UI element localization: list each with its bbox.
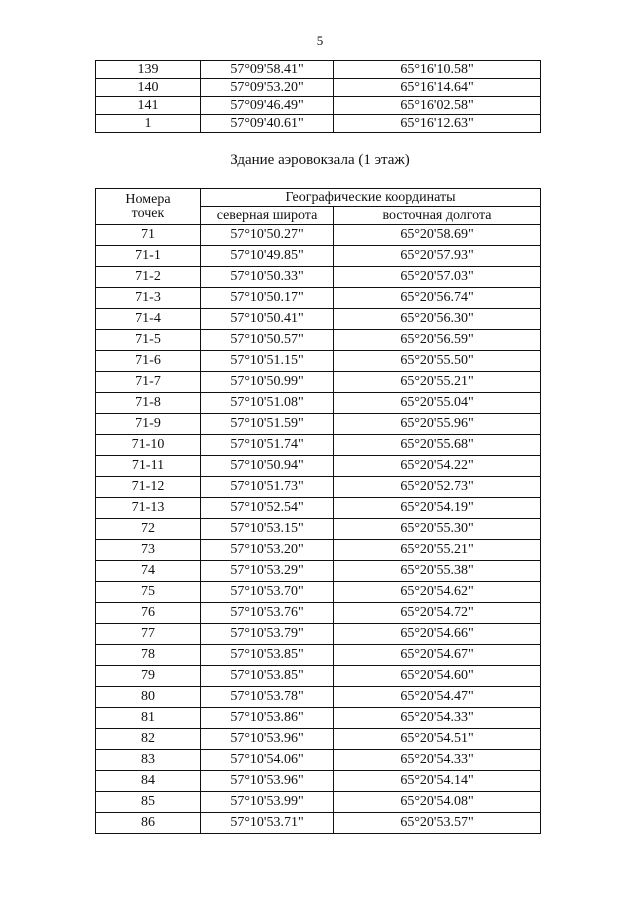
point-number-cell: 81 <box>96 708 201 729</box>
latitude-cell: 57°10'52.54" <box>201 498 334 519</box>
point-header-line2: точек <box>131 205 165 221</box>
longitude-cell: 65°20'55.30" <box>334 519 541 540</box>
latitude-cell: 57°10'53.99" <box>201 792 334 813</box>
point-number-cell: 76 <box>96 603 201 624</box>
latitude-cell: 57°10'53.96" <box>201 729 334 750</box>
latitude-cell: 57°10'53.85" <box>201 645 334 666</box>
continued-coordinates-table <box>95 60 541 133</box>
longitude-cell: 65°20'52.73" <box>334 477 541 498</box>
longitude-cell: 65°20'54.08" <box>334 792 541 813</box>
point-number-header <box>96 189 201 225</box>
longitude-cell: 65°20'54.22" <box>334 456 541 477</box>
longitude-cell: 65°20'54.51" <box>334 729 541 750</box>
latitude-cell: 57°10'53.85" <box>201 666 334 687</box>
latitude-cell: 57°10'53.29" <box>201 561 334 582</box>
table-row <box>96 97 541 115</box>
latitude-cell: 57°10'51.15" <box>201 351 334 372</box>
latitude-cell: 57°09'58.41" <box>201 61 334 79</box>
point-number-cell: 1 <box>96 115 201 133</box>
point-number-cell: 71-11 <box>96 456 201 477</box>
terminal-table-body <box>96 225 541 834</box>
latitude-cell: 57°10'50.99" <box>201 372 334 393</box>
point-number-cell: 71-4 <box>96 309 201 330</box>
longitude-cell: 65°20'55.50" <box>334 351 541 372</box>
point-number-cell: 71-5 <box>96 330 201 351</box>
latitude-cell: 57°10'53.15" <box>201 519 334 540</box>
point-number-cell: 77 <box>96 624 201 645</box>
latitude-cell: 57°10'53.70" <box>201 582 334 603</box>
longitude-cell: 65°20'54.14" <box>334 771 541 792</box>
point-number-cell: 71-10 <box>96 435 201 456</box>
latitude-cell: 57°10'51.59" <box>201 414 334 435</box>
point-number-cell: 78 <box>96 645 201 666</box>
longitude-cell: 65°20'56.74" <box>334 288 541 309</box>
point-number-cell: 80 <box>96 687 201 708</box>
longitude-cell: 65°16'12.63" <box>334 115 541 133</box>
point-header-line1: Номера <box>125 191 171 207</box>
table-row <box>96 79 541 97</box>
point-number-cell: 84 <box>96 771 201 792</box>
coordinates-header: Географические координаты <box>201 189 541 207</box>
latitude-cell: 57°10'50.17" <box>201 288 334 309</box>
table-row <box>96 309 541 330</box>
latitude-cell: 57°10'51.74" <box>201 435 334 456</box>
longitude-header: восточная долгота <box>334 207 541 225</box>
latitude-cell: 57°09'40.61" <box>201 115 334 133</box>
longitude-cell: 65°20'54.33" <box>334 750 541 771</box>
latitude-cell: 57°09'46.49" <box>201 97 334 115</box>
longitude-cell: 65°20'58.69" <box>334 225 541 246</box>
table-row <box>96 645 541 666</box>
table-row <box>96 792 541 813</box>
latitude-cell: 57°10'49.85" <box>201 246 334 267</box>
longitude-cell: 65°20'55.38" <box>334 561 541 582</box>
latitude-cell: 57°10'53.79" <box>201 624 334 645</box>
point-number-cell: 75 <box>96 582 201 603</box>
latitude-cell: 57°10'54.06" <box>201 750 334 771</box>
table-row <box>96 414 541 435</box>
table-row <box>96 61 541 79</box>
longitude-cell: 65°20'54.60" <box>334 666 541 687</box>
longitude-cell: 65°20'55.68" <box>334 435 541 456</box>
table-row <box>96 561 541 582</box>
latitude-cell: 57°10'50.94" <box>201 456 334 477</box>
latitude-cell: 57°10'53.78" <box>201 687 334 708</box>
point-number-cell: 71-8 <box>96 393 201 414</box>
table-row <box>96 603 541 624</box>
table-row <box>96 288 541 309</box>
latitude-cell: 57°10'50.41" <box>201 309 334 330</box>
table-row <box>96 813 541 834</box>
point-number-cell: 141 <box>96 97 201 115</box>
point-number-cell: 71-13 <box>96 498 201 519</box>
latitude-cell: 57°10'53.96" <box>201 771 334 792</box>
latitude-cell: 57°10'51.08" <box>201 393 334 414</box>
table-row <box>96 540 541 561</box>
longitude-cell: 65°16'02.58" <box>334 97 541 115</box>
latitude-cell: 57°10'50.33" <box>201 267 334 288</box>
longitude-cell: 65°20'54.72" <box>334 603 541 624</box>
longitude-cell: 65°20'54.66" <box>334 624 541 645</box>
table-row <box>96 687 541 708</box>
table-row <box>96 330 541 351</box>
longitude-cell: 65°20'56.30" <box>334 309 541 330</box>
point-number-cell: 83 <box>96 750 201 771</box>
table-row <box>96 435 541 456</box>
point-number-cell: 72 <box>96 519 201 540</box>
table-row <box>96 771 541 792</box>
table-row <box>96 267 541 288</box>
point-number-cell: 71 <box>96 225 201 246</box>
latitude-header: северная широта <box>201 207 334 225</box>
page-number: 5 <box>316 33 324 48</box>
table-row <box>96 246 541 267</box>
point-number-cell: 73 <box>96 540 201 561</box>
longitude-cell: 65°20'55.21" <box>334 372 541 393</box>
latitude-cell: 57°09'53.20" <box>201 79 334 97</box>
point-number-cell: 139 <box>96 61 201 79</box>
latitude-cell: 57°10'53.20" <box>201 540 334 561</box>
point-number-cell: 71-2 <box>96 267 201 288</box>
table-row <box>96 666 541 687</box>
longitude-cell: 65°16'14.64" <box>334 79 541 97</box>
latitude-cell: 57°10'51.73" <box>201 477 334 498</box>
latitude-cell: 57°10'53.71" <box>201 813 334 834</box>
longitude-cell: 65°20'55.96" <box>334 414 541 435</box>
longitude-cell: 65°20'53.57" <box>334 813 541 834</box>
table-row <box>96 351 541 372</box>
table-header <box>96 189 541 225</box>
table-row <box>96 372 541 393</box>
table-row <box>96 708 541 729</box>
latitude-cell: 57°10'50.27" <box>201 225 334 246</box>
point-number-cell: 71-7 <box>96 372 201 393</box>
section-title: Здание аэровокзала (1 этаж) <box>230 152 410 168</box>
longitude-cell: 65°20'56.59" <box>334 330 541 351</box>
point-number-cell: 71-9 <box>96 414 201 435</box>
longitude-cell: 65°20'55.04" <box>334 393 541 414</box>
longitude-cell: 65°20'54.62" <box>334 582 541 603</box>
terminal-coordinates-table <box>95 188 541 834</box>
table-row <box>96 624 541 645</box>
longitude-cell: 65°20'57.93" <box>334 246 541 267</box>
longitude-cell: 65°16'10.58" <box>334 61 541 79</box>
point-number-cell: 71-1 <box>96 246 201 267</box>
table-row <box>96 498 541 519</box>
longitude-cell: 65°20'57.03" <box>334 267 541 288</box>
point-number-cell: 140 <box>96 79 201 97</box>
point-number-cell: 71-3 <box>96 288 201 309</box>
point-number-cell: 71-6 <box>96 351 201 372</box>
table-row <box>96 477 541 498</box>
longitude-cell: 65°20'54.19" <box>334 498 541 519</box>
latitude-cell: 57°10'53.86" <box>201 708 334 729</box>
point-number-cell: 86 <box>96 813 201 834</box>
latitude-cell: 57°10'53.76" <box>201 603 334 624</box>
longitude-cell: 65°20'54.33" <box>334 708 541 729</box>
table-row <box>96 729 541 750</box>
latitude-cell: 57°10'50.57" <box>201 330 334 351</box>
longitude-cell: 65°20'54.47" <box>334 687 541 708</box>
point-number-cell: 85 <box>96 792 201 813</box>
point-number-cell: 74 <box>96 561 201 582</box>
continued-table-body <box>96 61 541 133</box>
point-number-cell: 71-12 <box>96 477 201 498</box>
table-row <box>96 582 541 603</box>
table-row <box>96 519 541 540</box>
table-row <box>96 225 541 246</box>
point-number-cell: 82 <box>96 729 201 750</box>
longitude-cell: 65°20'54.67" <box>334 645 541 666</box>
point-number-cell: 79 <box>96 666 201 687</box>
longitude-cell: 65°20'55.21" <box>334 540 541 561</box>
table-row <box>96 115 541 133</box>
table-row <box>96 750 541 771</box>
table-row <box>96 393 541 414</box>
table-row <box>96 456 541 477</box>
